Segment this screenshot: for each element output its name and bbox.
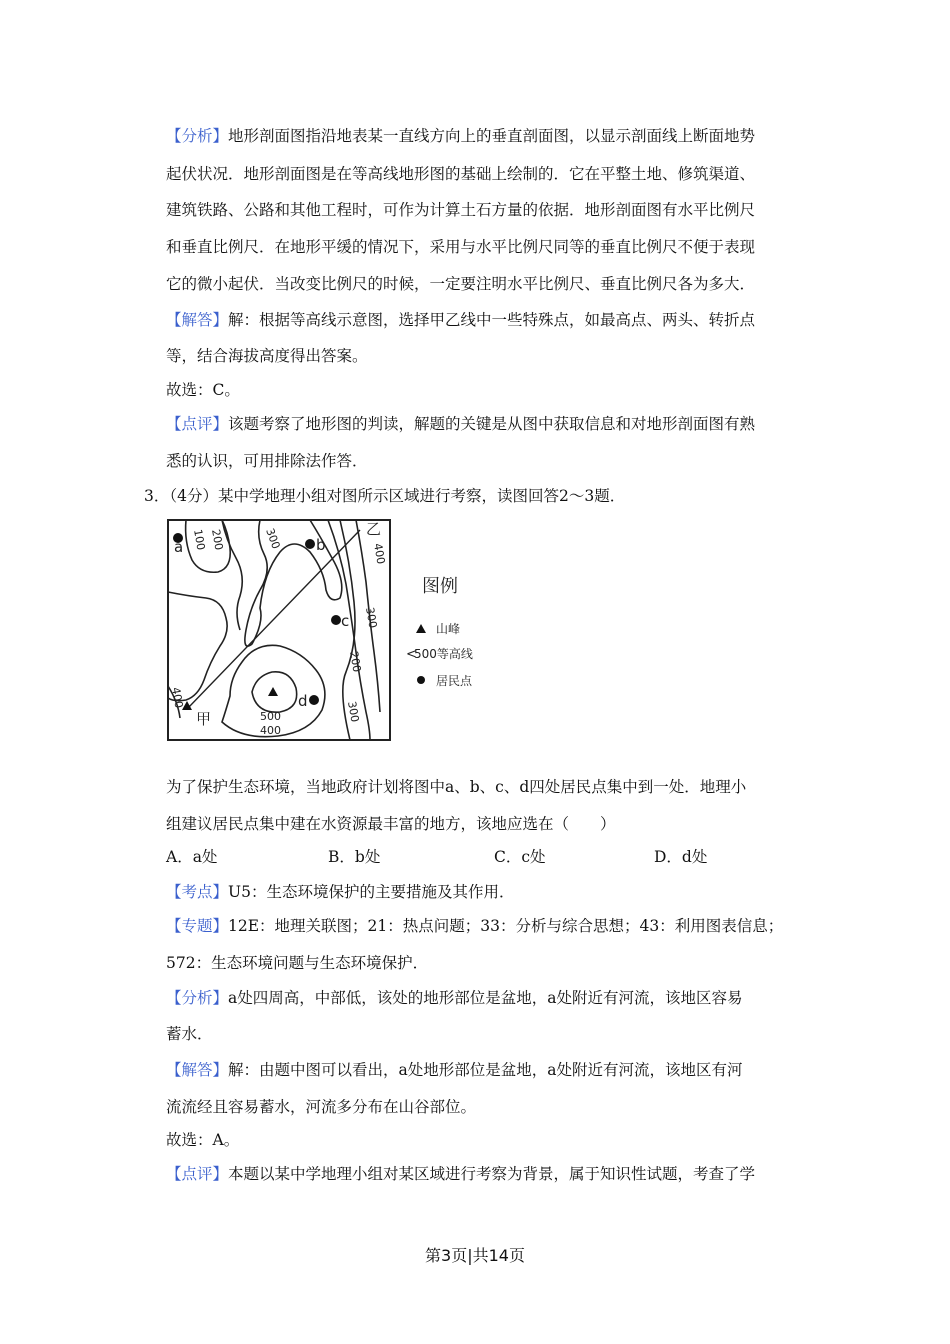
point-label-d: d xyxy=(298,692,308,710)
point-label-b: b xyxy=(316,536,326,554)
prev-analysis-line-4: 和垂直比例尺．在地形平缓的情况下，采用与水平比例尺同等的垂直比例尺不便于表现 xyxy=(166,238,756,256)
kaodian-line: 【考点】U5：生态环境保护的主要措施及其作用． xyxy=(166,883,515,901)
kaodian-tag: 【考点】 xyxy=(166,883,229,901)
comment-tag: 【点评】 xyxy=(166,415,229,433)
point-label-c: c xyxy=(341,612,350,630)
choice-line: 故选：A。 xyxy=(166,1131,240,1149)
contour-label-400-east: 400 xyxy=(371,542,388,566)
contour-line-300-peak xyxy=(245,520,342,646)
legend-settlement-icon xyxy=(417,676,425,684)
legend-contour-marker: < xyxy=(406,647,417,662)
comment-tag-2: 【点评】 xyxy=(166,1165,229,1183)
answer-line-2: 流流经且容易蓄水，河流多分布在山谷部位。 xyxy=(166,1098,477,1116)
legend-contour-label: 500等高线 xyxy=(414,647,473,661)
prev-comment-line-2: 悉的认识，可用排除法作答． xyxy=(166,452,368,470)
contour-map-figure xyxy=(160,512,500,748)
analysis-tag: 【分析】 xyxy=(166,127,229,145)
page-footer: 第3页|共14页 xyxy=(425,1246,525,1265)
prev-answer-line-2: 等，结合海拔高度得出答案。 xyxy=(166,347,368,365)
contour-label-400-west: 400 xyxy=(169,686,186,710)
legend-title: 图例 xyxy=(422,576,458,597)
prev-analysis-line-5: 它的微小起伏．当改变比例尺的时候，一定要注明水平比例尺、垂直比例尺各为多大． xyxy=(166,275,756,293)
legend-peak-label: 山峰 xyxy=(436,622,461,636)
question-number: 3． xyxy=(144,487,170,505)
settlement-b xyxy=(305,539,315,549)
legend-settlement-label: 居民点 xyxy=(436,674,473,688)
legend-peak-icon xyxy=(416,624,426,633)
answer-tag: 【解答】 xyxy=(166,311,229,329)
peak-triangle-central xyxy=(268,687,278,696)
settlement-c xyxy=(331,615,341,625)
contour-label-500: 500 xyxy=(260,710,281,723)
option-b[interactable]: B．b处 xyxy=(328,848,381,866)
contour-label-300-east: 300 xyxy=(363,606,380,630)
question-stem: 3．（4分）某中学地理小组对图所示区域进行考察，读图回答2～3题． xyxy=(144,487,626,505)
contour-line-200-west xyxy=(168,592,227,701)
analysis-tag-2: 【分析】 xyxy=(166,989,229,1007)
settlement-d xyxy=(309,695,319,705)
contour-label-400-south: 400 xyxy=(260,724,281,737)
contour-label-300-south: 300 xyxy=(345,700,362,724)
prev-analysis-line-2: 起伏状况．地形剖面图是在等高线地形图的基础上绘制的．它在平整土地、修筑渠道、 xyxy=(166,165,756,183)
prev-comment-line-1: 【点评】该题考察了地形图的判读，解题的关键是从图中获取信息和对地形剖面图有熟 xyxy=(166,415,756,433)
zhuanti-tag: 【专题】 xyxy=(166,917,229,935)
answer-tag-2: 【解答】 xyxy=(166,1061,229,1079)
point-label-a: a xyxy=(174,538,184,556)
answer-line-1: 【解答】解：由题中图可以看出，a处地形部位是盆地，a处附近有河流，该地区有河 xyxy=(166,1061,743,1079)
prev-choice: 故选：C。 xyxy=(166,381,240,399)
zhuanti-line-2: 572：生态环境问题与生态环境保护． xyxy=(166,954,429,972)
analysis-line-2: 蓄水． xyxy=(166,1025,213,1043)
question-body-line-2: 组建议居民点集中建在水资源最丰富的地方，该地应选在（ ） xyxy=(166,815,616,833)
line-label-yi: 乙 xyxy=(366,520,382,538)
question-body-line-1: 为了保护生态环境，当地政府计划将图中a、b、c、d四处居民点集中到一处．地理小 xyxy=(166,778,747,796)
line-label-jia: 甲 xyxy=(196,710,212,728)
prev-analysis-line-3: 建筑铁路、公路和其他工程时，可作为计算土石方量的依据．地形剖面图有水平比例尺 xyxy=(166,201,756,219)
analysis-line-1: 【分析】a处四周高，中部低，该处的地形部位是盆地，a处附近有河流，该地区容易 xyxy=(166,989,743,1007)
option-c[interactable]: C．c处 xyxy=(494,848,546,866)
contour-label-100: 100 xyxy=(191,528,208,552)
zhuanti-line-1: 【专题】12E：地理关联图；21：热点问题；33：分析与综合思想；43：利用图表信息； xyxy=(166,917,784,935)
option-a[interactable]: A．a处 xyxy=(166,848,218,866)
prev-answer-line-1: 【解答】解：根据等高线示意图，选择甲乙线中一些特殊点，如最高点、两头、转折点 xyxy=(166,311,756,329)
contour-label-200: 200 xyxy=(209,528,226,552)
contour-label-200-east: 200 xyxy=(347,650,364,674)
prev-analysis-line-1: 【分析】地形剖面图指沿地表某一直线方向上的垂直剖面图，以显示剖面线上断面地势 xyxy=(166,127,756,145)
option-d[interactable]: D．d处 xyxy=(654,848,708,866)
contour-label-300: 300 xyxy=(263,526,283,551)
comment-line: 【点评】本题以某中学地理小组对某区域进行考察为背景，属于知识性试题，考查了学 xyxy=(166,1165,756,1183)
